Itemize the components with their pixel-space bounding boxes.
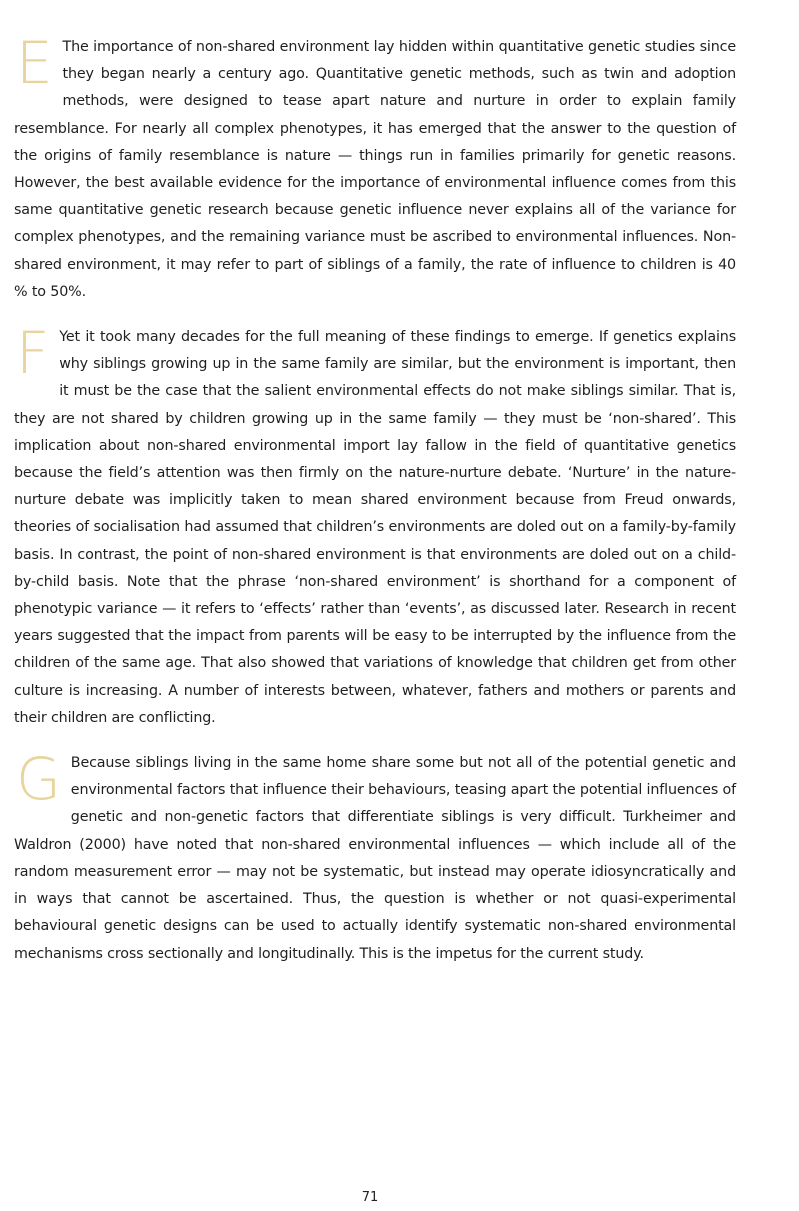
paragraph-1 (14, 29, 736, 306)
dropcap-letter: G (16, 745, 61, 814)
paragraph-2 (14, 319, 736, 732)
paragraph-text: Yet it took many decades for the full meaning of these findings to emerge. If genetics explains why siblings growing up in the same family are similar, but the environment is important, then it must be the case that the salient environmental effects do not make siblings similar. That is, they are not shared by children growing up in the same family — they must be ‘non-shared’. This implication about non-shared environmental import lay fallow in the field of quantitative genetics because the field’s attention was then firmly on the nature-nurture debate. ‘Nurture’ in the nature-nurture debate was implicitly taken to mean shared environment because from Freud onwards, theories of socialisation had assumed that children’s environments are doled out on a family-by-family basis. In contrast, the point of non-shared environment is that environments are doled out on a child-by-child basis. Note that the phrase ‘non-shared environment’ is shorthand for a component of phenotypic variance — it refers to ‘effects’ rather than ‘events’, as discussed later. Research in recent years suggested that the impact from parents will be easy to be interrupted by the influence from the children of the same age. That also showed that variations of knowledge that children get from other culture is increasing. A number of interests between, whatever, fathers and mothers or parents and their children are conflicting. (14, 329, 736, 726)
paragraph-text: Because siblings living in the same home share some but not all of the potential genetic and environmental factors that influence their behaviours, teasing apart the potential influences of genetic and non-genetic factors that differentiate siblings is very difficult. Turkheimer and Waldron (2000) have noted that non-shared environmental influences — which include all of the random measurement error — may not be systematic, but instead may operate idiosyncratically and in ways that cannot be ascertained. Thus, the question is whether or not quasi-experimental behavioural genetic designs can be used to actually identify systematic non-shared environmental mechanisms cross sectionally and longitudinally. This is the impetus for the current study. (14, 755, 736, 962)
page-number: 71 (361, 1190, 379, 1205)
paragraph-text: The importance of non-shared environment lay hidden within quantitative genetic studies since they began nearly a century ago. Quantitative genetic methods, such as twin and adoption methods, were designed to tease apart nature and nurture in order to explain family resemblance. For nearly all complex phenotypes, it has emerged that the answer to the question of the origins of family resemblance is nature — things run in families primarily for genetic reasons. However, the best available evidence for the importance of environmental influence comes from this same quantitative genetic research because genetic influence never explains all of the variance for complex phenotypes, and the remaining variance must be ascribed to environmental influences. Non-shared environment, it may refer to part of siblings of a family, the rate of influence to children is 40 % to 50%. (14, 39, 736, 300)
dropcap-letter: F (16, 319, 50, 388)
paragraph-3 (14, 745, 736, 968)
dropcap-letter: E (16, 29, 53, 97)
document-body (14, 29, 736, 986)
